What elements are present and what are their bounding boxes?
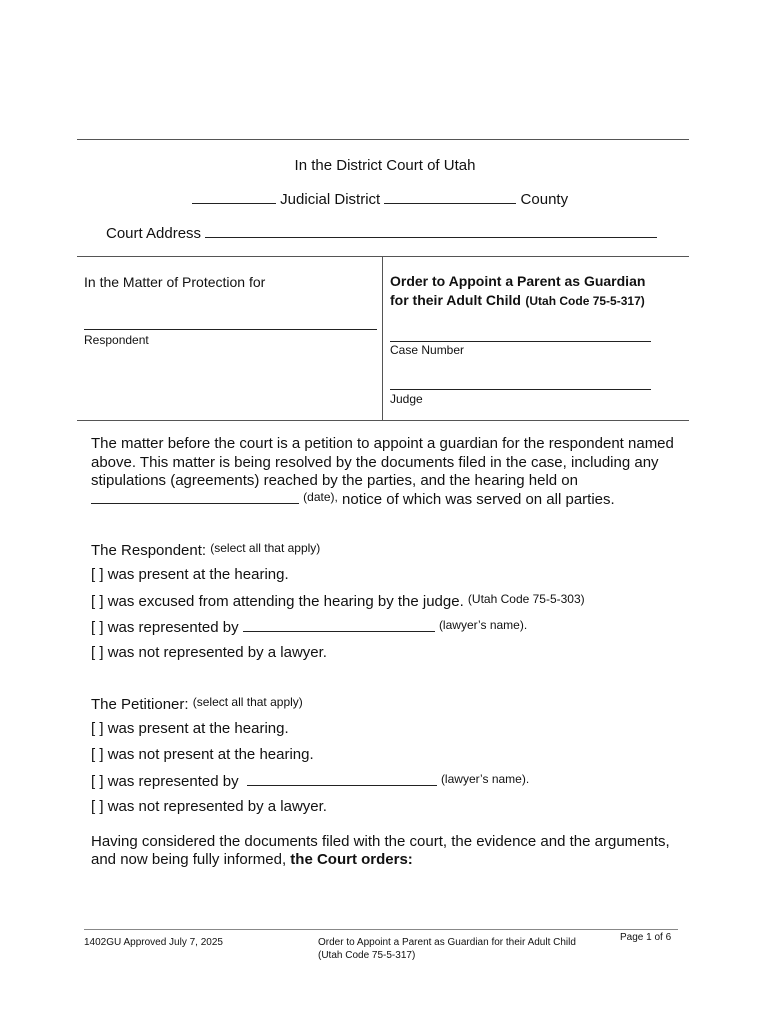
order-title-line2 [390, 292, 645, 310]
case-number-label: Case Number [390, 343, 465, 357]
top-rule [77, 139, 689, 140]
footer-rule [84, 929, 678, 930]
respondent-name-field[interactable] [84, 329, 377, 330]
intro-line-4-tail: notice of which was served on all parties. [342, 491, 615, 508]
checkbox[interactable]: [ ] [91, 773, 104, 790]
district-county-line [192, 190, 568, 208]
judicial-district-field[interactable] [192, 190, 276, 204]
court-address-line [106, 224, 657, 242]
option-text: was not represented by a lawyer. [107, 798, 327, 815]
option-text: was not represented by a lawyer. [107, 644, 327, 661]
order-title-adult-child: for their Adult Child [390, 292, 521, 308]
court-orders-label: the Court orders: [290, 851, 413, 868]
county-field[interactable] [384, 190, 516, 204]
option-text: was represented by [107, 619, 239, 636]
footer-form-id: 1402GU Approved July 7, 2025 [84, 937, 223, 948]
petitioner-option-4[interactable] [91, 798, 327, 815]
checkbox[interactable]: [ ] [91, 619, 104, 636]
option-note: (lawyer’s name). [438, 618, 528, 632]
footer-title: Order to Appoint a Parent as Guardian for their Adult Child [318, 937, 576, 948]
footer-code: (Utah Code 75-5-317) [318, 950, 416, 961]
respondent-option-3[interactable] [91, 618, 527, 636]
respondent-option-1[interactable] [91, 566, 289, 583]
footer-page-number: Page 1 of 6 [620, 932, 672, 943]
caption-divider [382, 256, 383, 420]
option-text: was present at the hearing. [107, 720, 289, 737]
option-text: was excused from attending the hearing by the judge. [107, 593, 464, 610]
petitioner-option-2[interactable] [91, 746, 314, 763]
respondent-lawyer-name-field[interactable] [243, 618, 435, 632]
petitioner-option-3[interactable] [91, 772, 529, 790]
option-text: was represented by [107, 773, 239, 790]
respondent-heading: The Respondent: [91, 542, 207, 559]
court-address-field[interactable] [205, 224, 657, 238]
date-label: (date), [303, 490, 338, 504]
matter-label: In the Matter of Protection for [84, 274, 266, 290]
respondent-select-note: (select all that apply) [210, 541, 321, 555]
judge-label: Judge [390, 392, 423, 406]
checkbox[interactable]: [ ] [91, 720, 104, 737]
hearing-date-field[interactable] [91, 490, 299, 504]
closing-line-2 [91, 851, 413, 868]
option-text: was present at the hearing. [107, 566, 289, 583]
checkbox[interactable]: [ ] [91, 593, 104, 610]
order-title-code: (Utah Code 75-5-317) [525, 294, 645, 308]
petitioner-select-note: (select all that apply) [192, 695, 303, 709]
case-number-field[interactable] [390, 341, 651, 342]
county-label: County [520, 191, 569, 208]
checkbox[interactable]: [ ] [91, 798, 104, 815]
court-address-label: Court Address [106, 225, 202, 242]
option-note: (lawyer’s name). [440, 772, 530, 786]
closing-line-1: Having considered the documents filed with the court, the evidence and the arguments, [91, 833, 670, 850]
intro-line-2: above. This matter is being resolved by the documents filed in the case, including any [91, 454, 659, 471]
closing-line-2-start: and now being fully informed, [91, 851, 287, 868]
option-text: was not present at the hearing. [107, 746, 314, 763]
respondent-label: Respondent [84, 333, 149, 347]
judge-field[interactable] [390, 389, 651, 390]
checkbox[interactable]: [ ] [91, 644, 104, 661]
respondent-heading-line [91, 541, 320, 559]
court-heading: In the District Court of Utah [294, 157, 476, 174]
checkbox[interactable]: [ ] [91, 746, 104, 763]
option-note: (Utah Code 75-5-303) [467, 592, 585, 606]
petitioner-option-1[interactable] [91, 720, 289, 737]
caption-bottom-rule [77, 420, 689, 421]
petitioner-heading: The Petitioner: [91, 696, 189, 713]
petitioner-lawyer-name-field[interactable] [247, 772, 437, 786]
respondent-option-2[interactable] [91, 592, 585, 610]
intro-line-3: stipulations (agreements) reached by the parties, and the hearing held on [91, 472, 578, 489]
petitioner-heading-line [91, 695, 303, 713]
judicial-district-label: Judicial District [280, 191, 381, 208]
intro-line-1: The matter before the court is a petition to appoint a guardian for the respondent named [91, 435, 674, 452]
intro-line-4 [91, 490, 615, 508]
checkbox[interactable]: [ ] [91, 566, 104, 583]
respondent-option-4[interactable] [91, 644, 327, 661]
caption-top-rule [77, 256, 689, 257]
order-title: Order to Appoint a Parent as Guardian [390, 273, 646, 289]
